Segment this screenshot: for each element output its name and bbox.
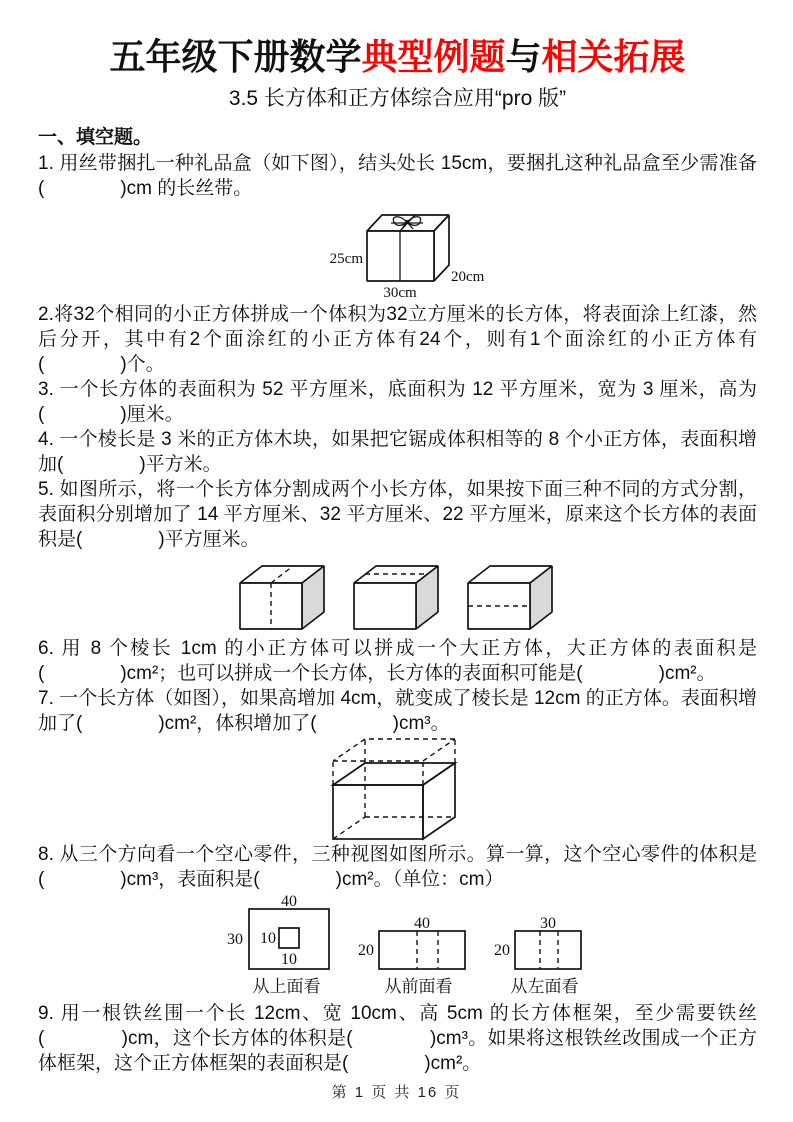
top-view-width-label: 40 (280, 895, 297, 910)
front-view-caption: 从前面看 (384, 977, 453, 996)
title-black-1: 五年级下册数学 (109, 36, 362, 77)
question-3: 3. 一个长方体的表面积为 52 平方厘米，底面积为 12 平方厘米，宽为 3 厘米，高为( )厘米。 (38, 379, 757, 425)
cube-extension-drawing (305, 737, 490, 841)
question-7: 7. 一个长方体（如图），如果高增加 4cm，就变成了棱长是 12cm 的正方体。表面积增加了( )cm²，体积增加了( )cm³。 (38, 688, 757, 734)
front-view (355, 917, 467, 997)
title-red-2: 相关拓展 (541, 36, 686, 77)
left-view (487, 917, 583, 997)
title-black-2: 与 (505, 36, 542, 77)
gift-box-depth-label: 20cm (450, 269, 484, 285)
question-9: 9. 用一根铁丝围一个长 12cm、宽 10cm、高 5cm 的长方体框架，至少需要铁丝( )cm，这个长方体的体积是( )cm³。如果将这根铁丝改围成一个正方体框架，这个正方体框架的表面积是( )cm²。 (38, 1003, 757, 1074)
top-view-drawing (213, 895, 335, 975)
left-view-drawing (487, 917, 583, 975)
question-1: 1. 用丝带捆扎一种礼品盒（如下图），结头处长 15cm，要捆扎这种礼品盒至少需准备( )cm 的长丝带。 (38, 153, 757, 199)
hidden-edges (333, 739, 455, 839)
left-view-height-label: 20 (493, 942, 510, 959)
solid-box-edges (333, 763, 455, 839)
page-title (38, 34, 757, 80)
cut-box-top (348, 557, 448, 633)
gift-box-drawing (307, 203, 489, 300)
page-footer: 第 1 页 共 16 页 (331, 1084, 462, 1101)
cut-box-vertical (234, 557, 334, 633)
figure-gift-box (38, 203, 757, 300)
front-view-height-label: 20 (357, 942, 374, 959)
top-view-caption: 从上面看 (252, 977, 321, 996)
top-view (213, 895, 335, 997)
question-8: 8. 从三个方向看一个空心零件，三种视图如图所示。算一算，这个空心零件的体积是( )cm³，表面积是( )cm²。（单位：cm） (38, 844, 757, 890)
left-view-width-label: 30 (539, 917, 556, 932)
question-6: 6. 用 8 个棱长 1cm 的小正方体可以拼成一个大正方体，大正方体的表面积是( )cm²；也可以拼成一个长方体，长方体的表面积可能是( )cm²。 (38, 638, 757, 684)
gift-box-height-label: 25cm (329, 251, 363, 267)
title-red-1: 典型例题 (361, 36, 506, 77)
question-2: 2.将32个相同的小正方体拼成一个体积为32立方厘米的长方体，将表面涂上红漆，然后分开，其中有2个面涂红的小正方体有24个，则有1个面涂红的小正方体有( )个。 (38, 304, 757, 375)
top-view-height-label: 30 (226, 931, 243, 948)
gift-box-width-label: 30cm (382, 285, 417, 300)
hole-left-label: 10 (259, 930, 276, 947)
figure-cut-boxes (38, 557, 757, 633)
section-heading: 一、填空题。 (38, 127, 153, 148)
page-subtitle: 3.5 长方体和正方体综合应用“pro 版” (228, 87, 567, 110)
hole-bottom-label: 10 (280, 951, 297, 968)
front-view-width-label: 40 (413, 917, 430, 932)
left-view-caption: 从左面看 (510, 977, 579, 996)
front-view-drawing (355, 917, 467, 975)
cut-box-horizontal (462, 557, 562, 633)
question-4: 4. 一个棱长是 3 米的正方体木块，如果把它锯成体积相等的 8 个小正方体，表面积增加( )平方米。 (38, 429, 757, 475)
question-5: 5. 如图所示，将一个长方体分割成两个小长方体，如果按下面三种不同的方式分割，表面积分别增加了 14 平方厘米、32 平方厘米、22 平方厘米，原来这个长方体的表面积是( )平方厘米。 (38, 479, 757, 550)
figure-cube-extension (38, 737, 757, 841)
figure-three-views (38, 895, 757, 997)
